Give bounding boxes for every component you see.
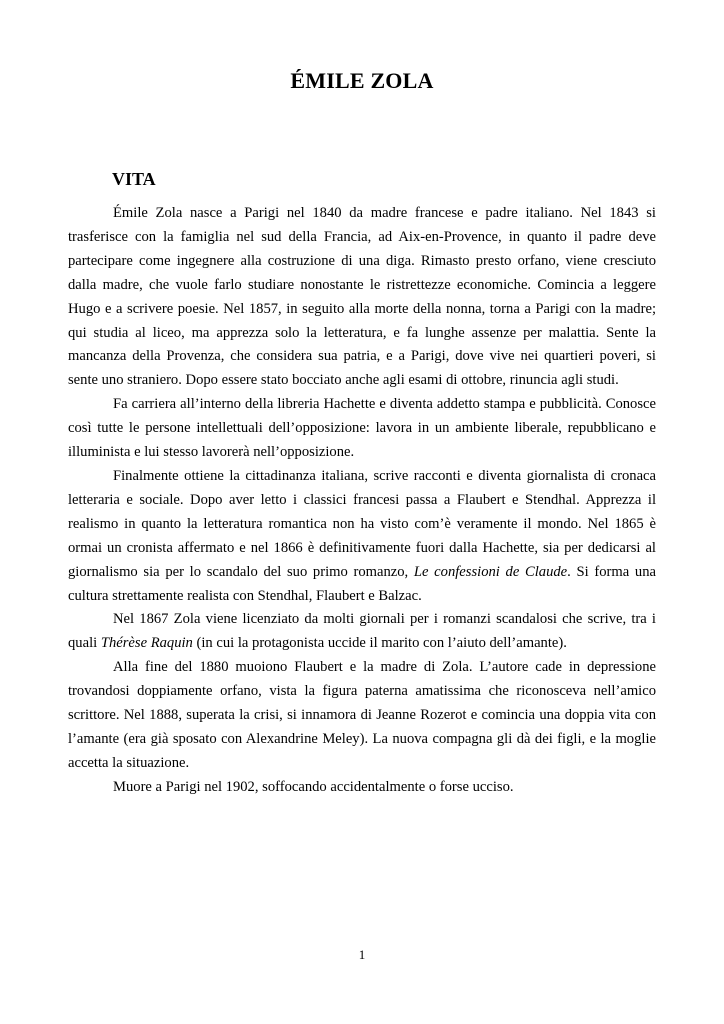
paragraph	[68, 608, 656, 656]
paragraph-text: Finalmente ottiene la cittadinanza italiana, scrive racconti e diventa giornalista di cronaca letteraria e sociale. Dopo aver letto i classici francesi passa a Flaubert e Stendhal. Apprezza il realismo in quanto la letteratura romantica non ha visto com’è veramente il mondo. Nel 1865 è ormai un cronista affermato e nel 1866 è definitivamente fuori dalla Hachette, sia per dedicarsi al giornalismo sia per lo scandalo del suo primo romanzo,	[68, 467, 656, 580]
paragraph	[68, 465, 656, 608]
paragraph	[68, 393, 656, 465]
paragraph-text: (in cui la protagonista uccide il marito con l’aiuto dell’amante).	[192, 635, 567, 652]
book-title-italic: Le confessioni de Claude	[413, 563, 568, 580]
paragraph-text: Muore a Parigi nel 1902, soffocando accidentalmente o forse ucciso.	[113, 778, 514, 795]
paragraph	[68, 776, 656, 800]
paragraph-text: Fa carriera all’interno della libreria Hachette e diventa addetto stampa e pubblicità. Conosce così tutte le persone intellettuali dell’opposizione: lavora in un ambiente liberale, repubblicano e illuminista e lui stesso lavorerà nell’opposizione.	[68, 396, 656, 461]
paragraph-text: Alla fine del 1880 muoiono Flaubert e la madre di Zola. L’autore cade in depressione trovandosi doppiamente orfano, vista la figura paterna amatissima che riconosceva nell’amico scrittore. Nel 1888, superata la crisi, si innamora di Jeanne Rozerot e comincia una doppia vita con l’amante (era già sposato con Alexandrine Meley). La nuova compagna gli dà dei figli, e la moglie accetta la situazione.	[68, 659, 656, 771]
page-number: 1	[358, 947, 366, 962]
paragraph	[68, 202, 656, 393]
paragraph-text: Nel 1867 Zola viene licenziato da molti giornali per i romanzi scandalosi che scrive, tra i quali	[68, 611, 656, 652]
document-title: ÉMILE ZOLA	[290, 68, 434, 93]
book-title-italic: Thérèse Raquin	[100, 635, 193, 652]
section-heading: VITA	[112, 169, 156, 189]
paragraph-text: . Si forma una cultura strettamente realista con Stendhal, Flaubert e Balzac.	[68, 563, 656, 604]
paragraph-text: Émile Zola nasce a Parigi nel 1840 da madre francese e padre italiano. Nel 1843 si trasferisce con la famiglia nel sud della Francia, ad Aix-en-Provence, in quanto il padre deve partecipare come ingegnere alla costruzione di una diga. Rimasto presto orfano, viene cresciuto dalla madre, che vuole farlo studiare nonostante le ristrettezze economiche. Comincia a leggere Hugo e a scrivere poesie. Nel 1857, in seguito alla morte della nonna, torna a Parigi con la madre; qui studia al liceo, ma apprezza solo la letteratura, e fa lunghe assenze per malattia. Sente la mancanza della Provenza, che considera sua patria, e a Parigi, dove vive nei quartieri poveri, si sente uno straniero. Dopo essere stato bocciato anche agli esami di ottobre, rinuncia agli studi.	[68, 205, 656, 389]
paragraph	[68, 656, 656, 776]
body-text	[68, 202, 656, 800]
